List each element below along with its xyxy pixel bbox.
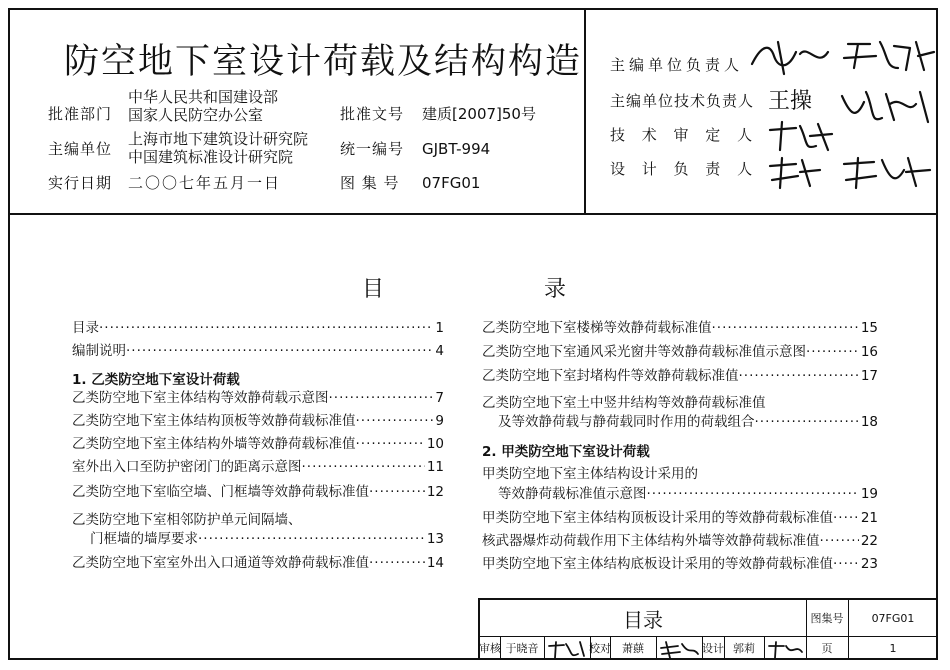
role-chief-unit: 主编单位负责人 — [610, 56, 744, 74]
toc-leader-dots — [833, 510, 859, 527]
toc-leader-dots — [356, 413, 434, 430]
toc-leader-dots — [739, 368, 859, 385]
page-label: 页 — [821, 642, 833, 655]
toc-entry-line1: 乙类防空地下室相邻防护单元间隔墙、 — [72, 512, 302, 528]
signature-chief-unit — [748, 34, 938, 78]
toc-entry-title: 乙类防空地下室主体结构外墙等效静荷载标准值 — [72, 436, 356, 452]
toc-entry[interactable] — [72, 320, 444, 337]
toc-entry-page: 21 — [860, 510, 878, 526]
toc-entry-title: 目录 — [72, 320, 99, 336]
toc-entry-title: 门框墙的墙厚要求 — [90, 531, 198, 547]
approve-doc-value: 建质[2007]50号 — [422, 105, 536, 123]
toc-entry-line1: 甲类防空地下室主体结构设计采用的 — [482, 466, 698, 482]
toc-entry[interactable] — [482, 556, 878, 573]
title-block-divider — [764, 636, 765, 660]
toc-entry-title: 室外出入口至防护密闭门的距离示意图 — [72, 459, 302, 475]
toc-entry-line1: 乙类防空地下室土中竖井结构等效静荷载标准值 — [482, 395, 766, 411]
toc-entry[interactable] — [72, 436, 444, 453]
toc-entry[interactable] — [72, 484, 444, 501]
toc-leader-dots — [198, 531, 425, 548]
toc-entry-page: 10 — [426, 436, 444, 452]
toc-leader-dots — [647, 486, 859, 503]
toc-leader-dots — [712, 320, 859, 337]
design-label: 设计 — [702, 642, 724, 655]
toc-leader-dots — [329, 390, 434, 407]
toc-entry[interactable] — [482, 533, 878, 550]
audit-label: 审核 — [479, 642, 501, 655]
atlas-title: 防空地下室设计荷载及结构构造 — [64, 42, 583, 82]
title-block-atlas-label: 图集号 — [810, 612, 844, 625]
signature-audit — [546, 638, 588, 660]
role-design-lead: 设 计 负 责 人 — [610, 160, 759, 178]
toc-leader-dots — [806, 344, 859, 361]
toc-entry-title: 乙类防空地下室通风采光窗井等效静荷载标准值示意图 — [482, 344, 806, 360]
toc-entry-title: 乙类防空地下室楼梯等效静荷载标准值 — [482, 320, 712, 336]
signature-chief-tech — [836, 84, 936, 128]
toc-leader-dots — [356, 436, 425, 453]
check-name: 萧蕻 — [622, 642, 644, 655]
toc-entry-page: 7 — [435, 390, 444, 406]
tech-lead-name: 王操 — [768, 89, 813, 114]
toc-heading-left: 目 — [362, 277, 385, 302]
toc-entry-title: 编制说明 — [72, 343, 126, 359]
toc-entry-page: 15 — [860, 320, 878, 336]
toc-entry-title: 甲类防空地下室主体结构底板设计采用的等效静荷载标准值 — [482, 556, 833, 572]
toc-entry[interactable] — [482, 320, 878, 337]
toc-entry[interactable] — [72, 343, 444, 360]
toc-entry[interactable] — [72, 390, 444, 407]
toc-entry-title: 乙类防空地下室室外出入口通道等效静荷载标准值 — [72, 555, 369, 571]
title-block — [478, 598, 938, 660]
check-label: 校对 — [589, 642, 611, 655]
toc-section-heading: 1. 乙类防空地下室设计荷载 — [72, 372, 240, 388]
toc-entry[interactable] — [498, 414, 878, 431]
toc-leader-dots — [369, 555, 425, 572]
toc-leader-dots — [755, 414, 859, 431]
atlas-no-value: 07FG01 — [422, 174, 481, 192]
toc-entry-title: 乙类防空地下室主体结构顶板等效静荷载标准值 — [72, 413, 356, 429]
toc-entry-page: 17 — [860, 368, 878, 384]
signature-design — [766, 638, 806, 660]
unified-no-label: 统一编号 — [340, 140, 405, 158]
editor-unit-2: 中国建筑标准设计研究院 — [128, 148, 294, 166]
toc-leader-dots — [126, 343, 433, 360]
toc-entry[interactable] — [482, 368, 878, 385]
atlas-no-label: 图 集 号 — [340, 174, 400, 192]
toc-entry[interactable] — [72, 459, 444, 476]
header-info-panel — [8, 8, 586, 213]
editor-unit-1: 上海市地下建筑设计研究院 — [128, 130, 309, 148]
toc-entry-page: 13 — [426, 531, 444, 547]
toc-entry[interactable] — [482, 344, 878, 361]
toc-entry-page: 9 — [435, 413, 444, 429]
approve-dept-label: 批准部门 — [48, 105, 113, 123]
audit-name: 于晓音 — [505, 642, 539, 655]
title-block-divider — [656, 636, 657, 660]
toc-entry-page: 18 — [860, 414, 878, 430]
toc-entry-title: 乙类防空地下室主体结构等效静荷载示意图 — [72, 390, 329, 406]
title-block-divider — [544, 636, 545, 660]
toc-entry-page: 14 — [426, 555, 444, 571]
toc-entry-page: 19 — [860, 486, 878, 502]
toc-section-heading: 2. 甲类防空地下室设计荷载 — [482, 444, 650, 460]
toc-entry-title: 等效静荷载标准值示意图 — [498, 486, 647, 502]
toc-leader-dots — [833, 556, 859, 573]
page-value: 1 — [889, 641, 897, 655]
toc-entry-title: 核武器爆炸动荷载作用下主体结构外墙等效静荷载标准值 — [482, 533, 820, 549]
toc-leader-dots — [99, 320, 433, 337]
toc-entry-title: 及等效静荷载与静荷载同时作用的荷载组合 — [498, 414, 755, 430]
toc-entry-title: 乙类防空地下室临空墙、门框墙等效静荷载标准值 — [72, 484, 369, 500]
toc-entry-page: 12 — [426, 484, 444, 500]
effective-date-label: 实行日期 — [48, 174, 113, 192]
title-block-title: 目录 — [623, 607, 663, 632]
design-name: 郭莉 — [733, 642, 755, 655]
toc-entry-page: 22 — [860, 533, 878, 549]
toc-entry-page: 4 — [435, 343, 444, 359]
toc-leader-dots — [369, 484, 425, 501]
toc-entry[interactable] — [482, 510, 878, 527]
toc-entry[interactable] — [72, 413, 444, 430]
toc-entry-title: 甲类防空地下室主体结构顶板设计采用的等效静荷载标准值 — [482, 510, 833, 526]
toc-entry-page: 11 — [426, 459, 444, 475]
toc-leader-dots — [302, 459, 425, 476]
approve-dept-1: 中华人民共和国建设部 — [128, 88, 279, 106]
title-block-atlas-value: 07FG01 — [871, 611, 915, 625]
toc-entry-page: 16 — [860, 344, 878, 360]
editor-unit-label: 主编单位 — [48, 140, 113, 158]
toc-entry[interactable] — [90, 531, 444, 548]
toc-entry-title: 乙类防空地下室封堵构件等效静荷载标准值 — [482, 368, 739, 384]
unified-no-value: GJBT-994 — [422, 140, 491, 158]
signature-check — [658, 638, 700, 660]
approve-doc-label: 批准文号 — [340, 105, 405, 123]
toc-entry[interactable] — [498, 486, 878, 503]
role-chief-tech: 主编单位技术负责人 — [610, 92, 755, 110]
toc-heading-right: 录 — [544, 277, 567, 302]
role-tech-reviewer: 技 术 审 定 人 — [610, 126, 759, 144]
approve-dept-2: 国家人民防空办公室 — [128, 106, 264, 124]
toc-entry-page: 1 — [435, 320, 444, 336]
signature-design-lead — [764, 150, 938, 194]
toc-entry-page: 23 — [860, 556, 878, 572]
toc-leader-dots — [820, 533, 859, 550]
toc-entry[interactable] — [72, 555, 444, 572]
effective-date-value: 二〇〇七年五月一日 — [128, 174, 282, 192]
